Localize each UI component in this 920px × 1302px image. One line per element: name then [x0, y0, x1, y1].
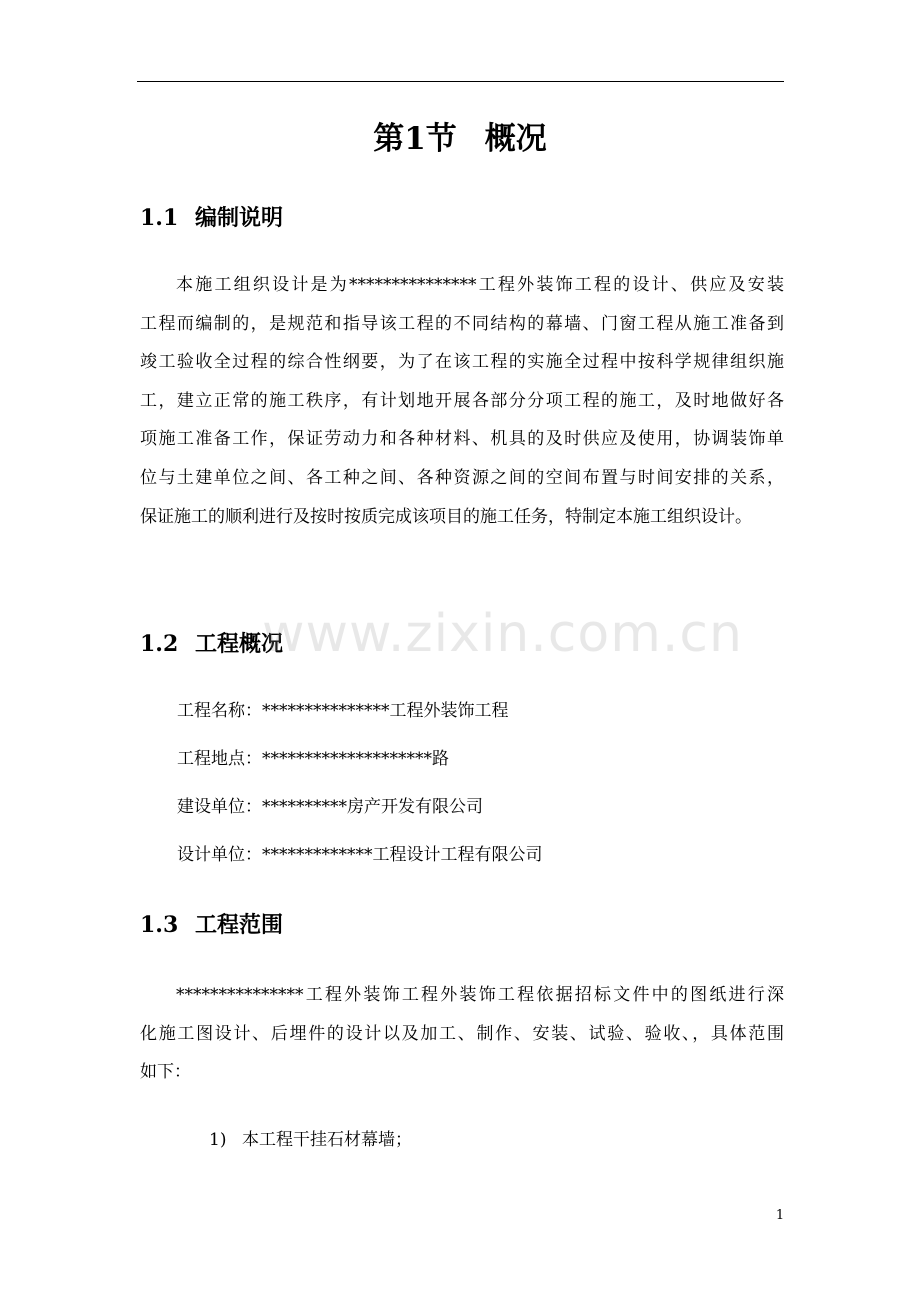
- list-item-text: 本工程干挂石材幕墙；: [242, 1130, 412, 1150]
- section-heading-1-1: [140, 202, 283, 234]
- section-title: 编制说明: [195, 205, 284, 231]
- section-number: 1.1: [140, 205, 179, 231]
- paragraph-line: 工，建立正常的施工秩序，有计划地开展各部分分项工程的施工，及时地做好各: [140, 390, 784, 411]
- design-unit-line: 设计单位：*************工程设计工程有限公司: [177, 845, 543, 865]
- paragraph-line: 化施工图设计、后埋件的设计以及加工、制作、安装、试验、验收、，具体范围: [140, 1023, 784, 1044]
- chapter-number: 第1节: [373, 121, 457, 157]
- chapter-title: [0, 116, 920, 162]
- section-1-1-paragraph: [140, 266, 784, 536]
- section-title: 工程概况: [195, 631, 284, 657]
- paragraph-line: 如下：: [140, 1062, 191, 1083]
- list-item: [209, 1127, 412, 1153]
- header-rule: [137, 81, 784, 82]
- list-marker: 1): [209, 1130, 227, 1150]
- project-name-line: 工程名称：***************工程外装饰工程: [177, 701, 509, 721]
- paragraph-line: 位与土建单位之间、各工种之间、各种资源之间的空间布置与时间安排的关系，: [140, 467, 784, 488]
- watermark: www.zixin.com.cn: [262, 604, 743, 664]
- paragraph-line: 保证施工的顺利进行及按时按质完成该项目的施工任务，特制定本施工组织设计。: [140, 506, 752, 527]
- project-location-line: 工程地点：********************路: [177, 749, 449, 769]
- paragraph-line: ***************工程外装饰工程外装饰工程依据招标文件中的图纸进行深: [176, 985, 784, 1005]
- chapter-name: 概况: [484, 121, 547, 157]
- paragraph-line: 项施工准备工作，保证劳动力和各种材料、机具的及时供应及使用，协调装饰单: [140, 429, 784, 450]
- paragraph-line: 本施工组织设计是为***************工程外装饰工程的设计、供应及安装: [176, 275, 784, 295]
- section-heading-1-3: [140, 909, 283, 941]
- section-number: 1.2: [140, 631, 179, 657]
- construction-unit-line: 建设单位：**********房产开发有限公司: [177, 797, 483, 817]
- section-title: 工程范围: [195, 912, 284, 938]
- section-1-3-paragraph: [140, 976, 784, 1092]
- page-number: 1: [775, 1208, 785, 1223]
- paragraph-line: 竣工验收全过程的综合性纲要，为了在该工程的实施全过程中按科学规律组织施: [140, 352, 784, 373]
- paragraph-line: 工程而编制的，是规范和指导该工程的不同结构的幕墙、门窗工程从施工准备到: [140, 313, 784, 334]
- section-number: 1.3: [140, 912, 179, 938]
